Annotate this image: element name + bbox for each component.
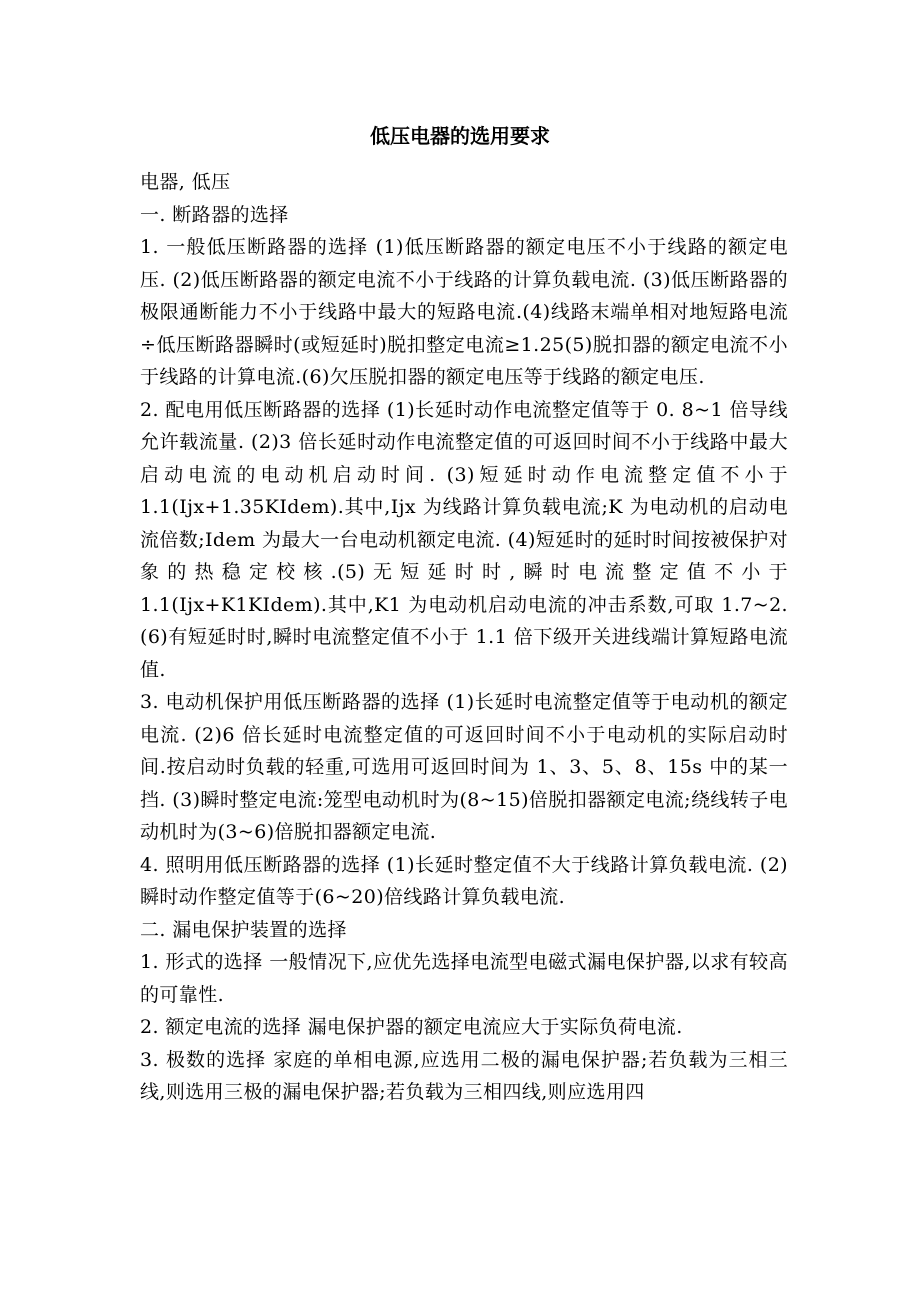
section-heading: 二. 漏电保护装置的选择	[140, 918, 347, 941]
paragraph: 2. 额定电流的选择 漏电保护器的额定电流应大于实际负荷电流.	[140, 1016, 683, 1038]
section-heading: 一. 断路器的选择	[140, 203, 289, 226]
paragraph: 4. 照明用低压断路器的选择 (1)长延时整定值不大于线路计算负载电流. (2)瞬时动作整定值等于(6~20)倍线路计算负载电流.	[140, 853, 788, 908]
paragraph: 2. 配电用低压断路器的选择 (1)长延时动作电流整定值等于 0. 8~1 倍导线允许载流量. (2)3 倍长延时动作电流整定值的可返回时间不小于线路中最大启动电流的电动机启动时间. (3)短延时动作电流整定值不小于 1.1(Ijx+1.35KIdem).其中,Ijx 为线路计算负载电流;K 为电动机的启动电流倍数;Idem 为最大一台电动机额定电流. (4)短延时的延时时间按被保护对象的热稳定校核.(5)无短延时时,瞬时电流整定值不小于 1.1(Ijx+K1KIdem).其中,K1 为电动机启动电流的冲击系数,可取 1.7~2. (6)有短延时时,瞬时电流整定值不小于 1.1 倍下级开关进线端计算短路电流值.	[140, 398, 788, 681]
paragraph: 1. 一般低压断路器的选择 (1)低压断路器的额定电压不小于线路的额定电压. (2)低压断路器的额定电流不小于线路的计算负载电流. (3)低压断路器的极限通断能力不小于线路中最大的短路电流.(4)线路末端单相对地短路电流÷低压断路器瞬时(或短延时)脱扣整定电流≥1.25(5)脱扣器的额定电流不小于线路的计算电流.(6)欠压脱扣器的额定电压等于线路的额定电压.	[140, 236, 788, 388]
document-body	[140, 166, 788, 1109]
paragraph: 1. 形式的选择 一般情况下,应优先选择电流型电磁式漏电保护器,以求有较高的可靠性.	[140, 951, 788, 1006]
document-title: 低压电器的选用要求	[370, 124, 550, 148]
paragraph: 3. 极数的选择 家庭的单相电源,应选用二极的漏电保护器;若负载为三相三线,则选用三极的漏电保护器;若负载为三相四线,则应选用四	[140, 1048, 788, 1103]
keywords-line: 电器, 低压	[140, 171, 231, 193]
paragraph: 3. 电动机保护用低压断路器的选择 (1)长延时电流整定值等于电动机的额定电流. (2)6 倍长延时电流整定值的可返回时间不小于电动机的实际启动时间.按启动时负载的轻重,可选用可返回时间为 1、3、5、8、15s 中的某一挡. (3)瞬时整定电流:笼型电动机时为(8~15)倍脱扣器额定电流;绕线转子电动机时为(3~6)倍脱扣器额定电流.	[140, 691, 788, 843]
